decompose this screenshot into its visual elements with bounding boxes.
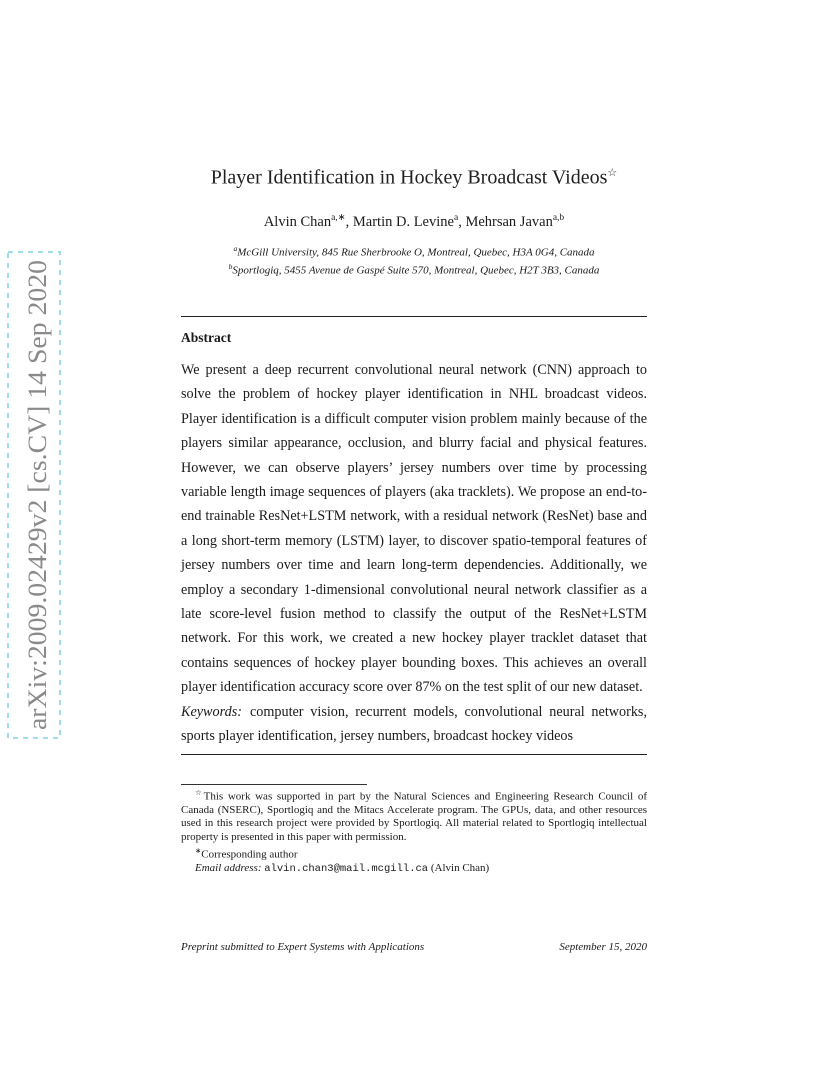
abstract-top-rule [181, 316, 647, 317]
footnote-mark: ∗ [195, 846, 202, 856]
title-text: Player Identification in Hockey Broadcast Videos [210, 166, 608, 189]
funding-footnote [181, 786, 647, 844]
footnotes [181, 786, 647, 877]
paper-title [150, 166, 678, 190]
affiliation-mark: a [233, 244, 238, 253]
keywords [181, 700, 647, 749]
affiliation-line [150, 242, 678, 260]
author-affiliation-mark: a,b [552, 213, 565, 223]
email-address[interactable]: alvin.chan3@mail.mcgill.ca [264, 863, 429, 876]
author-list: Alvin Chan$^{a,∗}$, Martin D. Levine$^a$, Mehrsan Javan$^{a,b}$ [263, 213, 565, 230]
keywords-label: Keywords: [181, 703, 242, 720]
funding-text: This work was supported in part by the Natural Sciences and Engineering Research Council of Canada (NSERC), Sportlogiq and the Mitacs Accelerate program. The GPUs, data, and other resources used in this research project were provided by Sportlogiq. All material related to Sportlogiq intellectual property is presented in this paper with permission. [181, 790, 647, 843]
arxiv-stamp [6, 250, 62, 740]
corresponding-text: Corresponding author [201, 848, 298, 861]
author-affiliation-mark: a,∗ [331, 213, 346, 223]
affiliation-mark: b [228, 261, 233, 271]
abstract-text: We present a deep recurrent convolutional neural network (CNN) approach to solve the problem of hockey player identification in NHL broadcast videos. Player identification is a difficult computer vision problem mainly because of the players similar appearance, occlusion, and blurry facial and physical features. However, we can observe players’ jersey numbers over time by processing variable length image sequences of players (aka tracklets). We propose an end-to-end trainable ResNet+LSTM network, with a residual network (ResNet) base and a long short-term memory (LSTM) layer, to discover spatio-temporal features of jersey numbers over time and learn long-term dependencies. Additionally, we employ a secondary 1-dimensional convolutional neural network classifier as a late score-level fusion method to classify the output of the ResNet+LSTM network. For this work, we created a new hockey player tracklet dataset that contains sequences of hockey player bounding boxes. This achieves an overall player identification accuracy score over 87% on the test split of our new dataset. [181, 362, 647, 696]
affiliations [150, 242, 678, 277]
footnote-mark: ☆ [195, 788, 204, 797]
email-label: Email address: [195, 862, 262, 875]
abstract-bottom-rule [181, 754, 647, 755]
affiliation-line [150, 260, 678, 278]
submission-date: September 15, 2020 [559, 941, 647, 953]
abstract [181, 358, 647, 749]
author-affiliation-mark: a [453, 213, 459, 223]
affiliation-text: Sportlogiq, 5455 Avenue de Gaspé Suite 570, Montreal, Quebec, H2T 3B3, Canada [232, 264, 600, 277]
arxiv-stamp-text: arXiv:2009.02429v2 [cs.CV] 14 Sep 2020 [23, 289, 52, 730]
preprint-note: Preprint submitted to Expert Systems with Applications [181, 941, 425, 953]
title-footnote-mark: ☆ [607, 167, 618, 179]
corresponding-footnote [181, 844, 647, 862]
footnote-rule [181, 784, 367, 785]
email-footnote [181, 862, 647, 876]
author-name: Martin D. Levine [352, 213, 454, 230]
keywords-text: computer vision, recurrent models, convolutional neural networks, sports player identification, jersey numbers, broadcast hockey videos [181, 703, 647, 745]
author-name: Alvin Chan [263, 213, 332, 230]
affiliation-text: McGill University, 845 Rue Sherbrooke O, Montreal, Quebec, H3A 0G4, Canada [237, 246, 595, 259]
abstract-heading: Abstract [181, 330, 232, 345]
author-name: Mehrsan Javan [465, 213, 553, 230]
email-owner: (Alvin Chan) [430, 862, 490, 875]
